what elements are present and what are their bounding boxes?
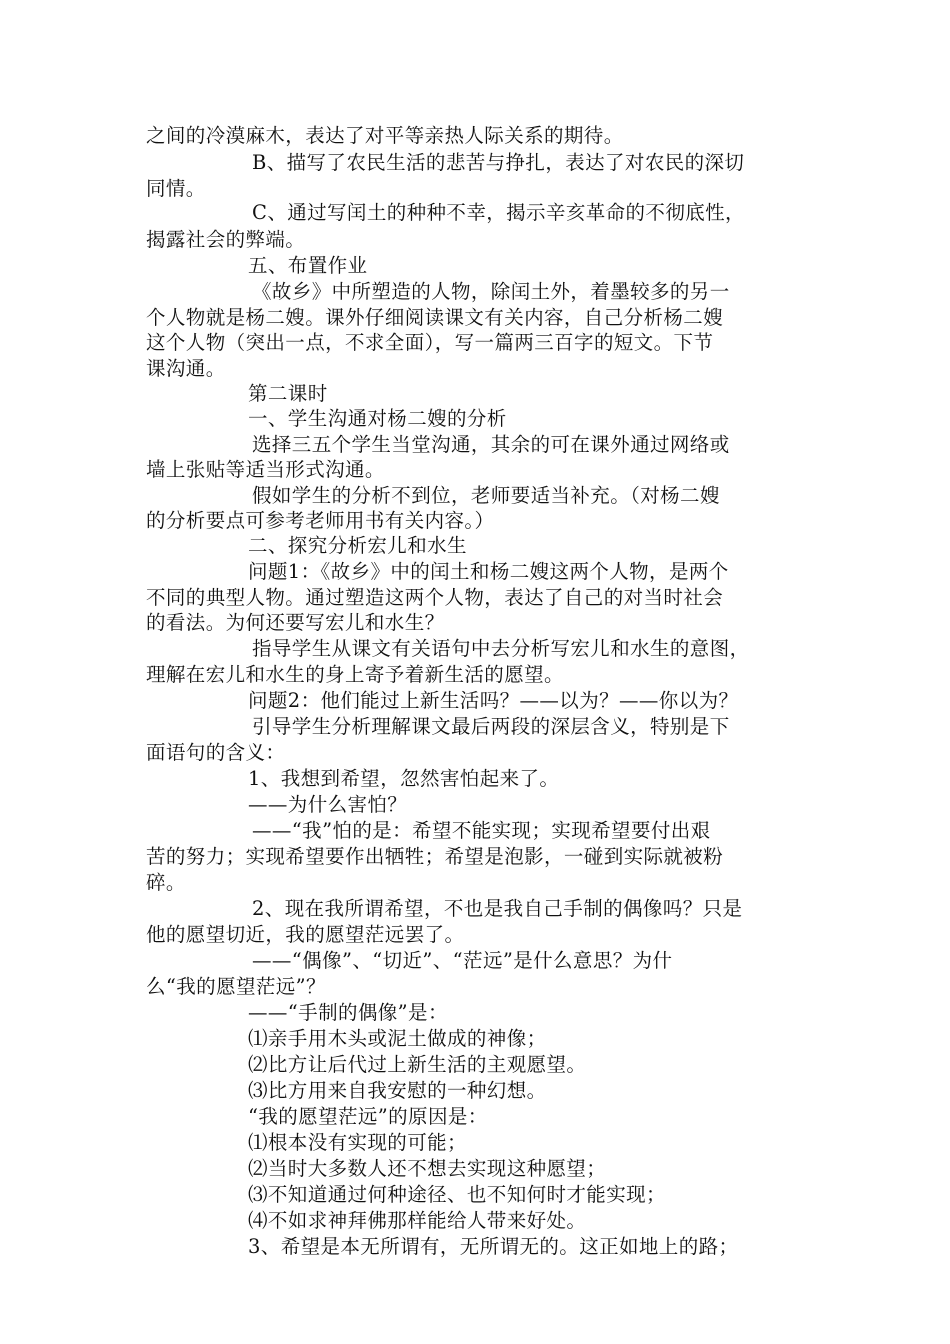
text-line: B、描写了农民生活的悲苦与挣扎，表达了对农民的深切 — [252, 151, 745, 174]
text-line: 不同的典型人物。通过塑造这两个人物，表达了自己的对当时社会 — [146, 586, 724, 609]
text-line: 3、希望是本无所谓有，无所谓无的。这正如地上的路； — [248, 1235, 739, 1258]
text-line: 碎。 — [146, 871, 186, 894]
text-line: “我的愿望茫远”的原因是： — [248, 1105, 488, 1128]
text-line: C、通过写闰土的种种不幸，揭示辛亥革命的不彻底性， — [252, 201, 745, 224]
text-line: 个人物就是杨二嫂。课外仔细阅读课文有关内容，自己分析杨二嫂 — [146, 306, 724, 329]
text-line: 问题1：《故乡》中的闰土和杨二嫂这两个人物，是两个 — [248, 560, 729, 583]
text-line: 《故乡》中所塑造的人物，除闰土外，着墨较多的另一 — [252, 280, 730, 303]
text-line: 课沟通。 — [146, 357, 226, 380]
text-line: ——“手制的偶像”是： — [248, 1001, 448, 1024]
text-line: 假如学生的分析不到位，老师要适当补充。（对杨二嫂 — [252, 484, 720, 507]
list-item: ⑷不如求神拜佛那样能给人带来好处。 — [248, 1209, 587, 1232]
text-line: 的看法。为何还要写宏儿和水生？ — [146, 611, 445, 634]
section-heading: 二、探究分析宏儿和水生 — [248, 534, 467, 557]
section-heading: 第二课时 — [248, 382, 328, 405]
list-item: ⑴亲手用木头或泥土做成的神像； — [248, 1027, 547, 1050]
list-item: ⑴根本没有实现的可能； — [248, 1131, 467, 1154]
text-line: 这个人物（突出一点，不求全面），写一篇两三百字的短文。下节 — [146, 331, 714, 354]
text-line: 的分析要点可参考老师用书有关内容。） — [146, 509, 495, 532]
section-heading: 五、布置作业 — [248, 254, 368, 277]
text-line: 苦的努力；实现希望要作出牺牲；希望是泡影，一碰到实际就被粉 — [146, 845, 724, 868]
text-line: 面语句的含义： — [146, 741, 286, 764]
text-line: 他的愿望切近，我的愿望茫远罢了。 — [146, 923, 465, 946]
text-line: 选择三五个学生当堂沟通，其余的可在课外通过网络或 — [252, 433, 730, 456]
text-line: 揭露社会的弊端。 — [146, 228, 306, 251]
list-item: ⑵比方让后代过上新生活的主观愿望。 — [248, 1053, 587, 1076]
text-line: 理解在宏儿和水生的身上寄予着新生活的愿望。 — [146, 663, 564, 686]
text-line: ——“偶像”、“切近”、“茫远”是什么意思？为什 — [252, 949, 673, 972]
text-line: 问题2：他们能过上新生活吗？——以为？——你以为？ — [248, 689, 739, 712]
list-item: ⑵当时大多数人还不想去实现这种愿望； — [248, 1157, 607, 1180]
text-line: 之间的冷漠麻木，表达了对平等亲热人际关系的期待。 — [146, 124, 624, 147]
text-line: ——为什么害怕？ — [248, 793, 408, 816]
section-heading: 一、学生沟通对杨二嫂的分析 — [248, 407, 507, 430]
text-line: 同情。 — [146, 177, 206, 200]
text-line: 指导学生从课文有关语句中去分析写宏儿和水生的意图， — [252, 637, 750, 660]
text-line: 2、现在我所谓希望，不也是我自己手制的偶像吗？只是 — [252, 897, 743, 920]
text-line: 引导学生分析理解课文最后两段的深层含义，特别是下 — [252, 715, 730, 738]
text-line: ——“我”怕的是：希望不能实现；实现希望要付出艰 — [252, 819, 711, 842]
text-line: 1、我想到希望，忽然害怕起来了。 — [248, 767, 560, 790]
text-line: 墙上张贴等适当形式沟通。 — [146, 458, 385, 481]
list-item: ⑶比方用来自我安慰的一种幻想。 — [248, 1079, 547, 1102]
list-item: ⑶不知道通过何种途径、也不知何时才能实现； — [248, 1183, 666, 1206]
text-line: 么“我的愿望茫远”？ — [146, 975, 326, 998]
